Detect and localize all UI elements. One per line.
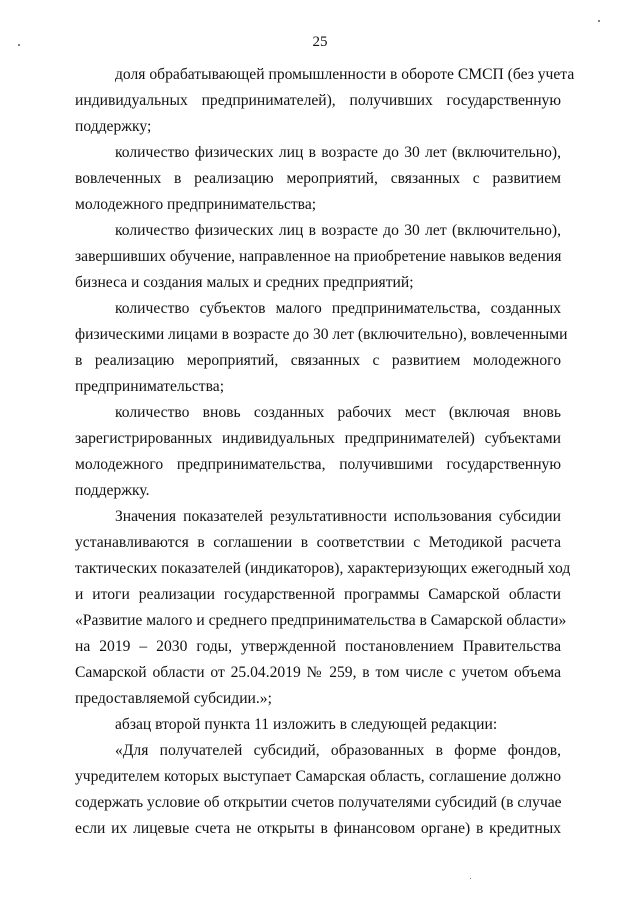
text-line: зарегистрированных индивидуальных предпринимателей) субъектами xyxy=(75,430,561,447)
text-line: «Развитие малого и среднего предпринимательства в Самарской области» xyxy=(75,612,567,629)
text-line: количество субъектов малого предпринимательства, созданных xyxy=(115,300,561,317)
text-line: «Для получателей субсидий, образованных в форме фондов, xyxy=(115,742,561,759)
text-line: на 2019 – 2030 годы, утвержденной постановлением Правительства xyxy=(75,638,561,655)
paragraph xyxy=(75,218,561,296)
text-line: индивидуальных предпринимателей), получивших государственную xyxy=(75,92,561,109)
text-line: предоставляемой субсидии.»; xyxy=(75,690,272,707)
text-line: поддержку. xyxy=(75,482,150,499)
paragraph xyxy=(75,62,575,140)
text-line: молодежного предпринимательства; xyxy=(75,196,317,213)
text-line: учредителем которых выступает Самарская область, соглашение должно xyxy=(75,768,561,785)
paragraph xyxy=(75,712,561,738)
paragraph xyxy=(75,400,561,504)
text-line: тактических показателей (индикаторов), характеризующих ежегодный ход xyxy=(75,560,571,577)
text-line: устанавливаются в соглашении в соответствии с Методикой расчета xyxy=(75,534,561,551)
text-line: Самарской области от 25.04.2019 № 259, в том числе с учетом объема xyxy=(75,664,561,681)
page-number: 25 xyxy=(312,34,328,50)
text-line: физическими лицами в возрасте до 30 лет (включительно), вовлеченными xyxy=(75,326,568,343)
text-line: абзац второй пункта 11 изложить в следующей редакции: xyxy=(115,716,498,733)
text-line: бизнеса и создания малых и средних предприятий; xyxy=(75,274,414,291)
document-body xyxy=(75,62,575,842)
scan-speck xyxy=(598,20,600,22)
paragraph xyxy=(75,296,568,400)
text-line: поддержку; xyxy=(75,118,152,135)
text-line: Значения показателей результативности использования субсидии xyxy=(115,508,561,525)
text-line: количество вновь созданных рабочих мест (включая вновь xyxy=(115,404,561,421)
text-line: в реализацию мероприятий, связанных с развитием молодежного xyxy=(75,352,561,369)
text-line: молодежного предпринимательства, получившими государственную xyxy=(75,456,561,473)
text-line: количество физических лиц в возрасте до 30 лет (включительно), xyxy=(115,222,561,239)
text-line: завершивших обучение, направленное на приобретение навыков ведения xyxy=(75,248,562,265)
text-line: вовлеченных в реализацию мероприятий, связанных с развитием xyxy=(75,170,561,187)
text-line: предпринимательства; xyxy=(75,378,225,395)
scan-speck xyxy=(470,878,471,879)
text-line: содержать условие об открытии счетов получателями субсидий (в случае xyxy=(75,794,562,811)
text-line: и итоги реализации государственной программы Самарской области xyxy=(75,586,561,603)
paragraph xyxy=(75,504,571,712)
paragraph xyxy=(75,140,561,218)
text-line: если их лицевые счета не открыты в финансовом органе) в кредитных xyxy=(75,820,561,837)
text-line: доля обрабатывающей промышленности в обороте СМСП (без учета xyxy=(115,66,575,83)
text-line: количество физических лиц в возрасте до 30 лет (включительно), xyxy=(115,144,561,161)
paragraph xyxy=(75,738,561,842)
